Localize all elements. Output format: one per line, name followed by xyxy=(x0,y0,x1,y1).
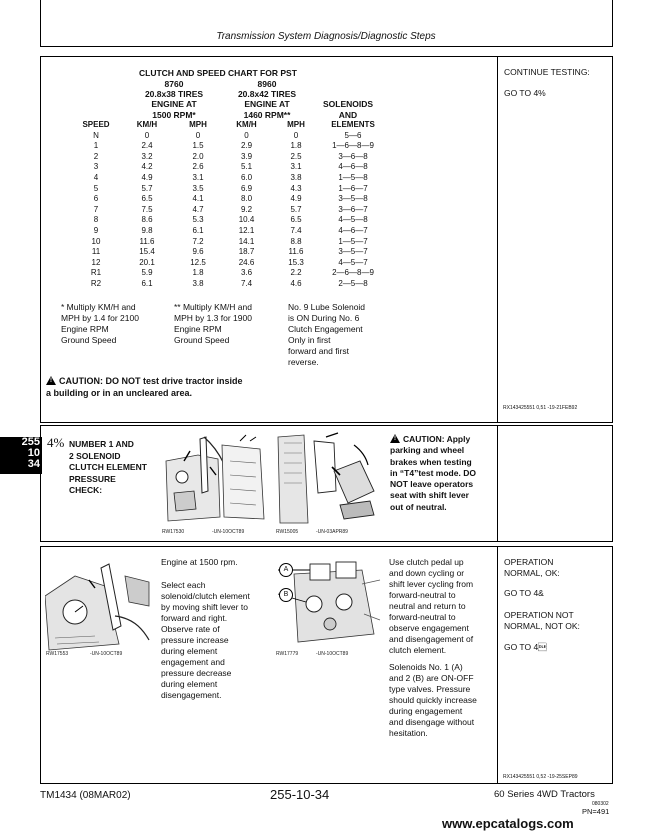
procedure-reference: RX143425551 0,52 -19-25SEP89 xyxy=(503,774,578,780)
table-cell: 3.6 xyxy=(240,268,253,278)
chart-note-3 xyxy=(288,302,398,368)
table-cell: 4—5—8 xyxy=(338,215,368,225)
step-number: 4% xyxy=(47,435,65,450)
note3-line: reverse. xyxy=(288,357,319,367)
table-cell: 3.1 xyxy=(290,162,302,172)
step-title-line: PRESSURE xyxy=(69,473,116,484)
table-cell: 2—6—8—9 xyxy=(332,268,374,278)
table-cell: 7.5 xyxy=(141,204,153,214)
chart-solenoids-head2: AND xyxy=(338,110,358,120)
table-cell: 6.5 xyxy=(290,215,302,225)
footer-page-number: 255-10-34 xyxy=(270,787,330,802)
table-cell: 6.5 xyxy=(141,194,153,204)
table-row xyxy=(74,215,387,226)
procedure-line: disengagement. xyxy=(161,690,222,700)
page-tab xyxy=(0,437,42,474)
chart-engine-a1: ENGINE AT xyxy=(151,99,197,109)
note3-line: Clutch Engagement xyxy=(288,324,363,334)
caution-line: parking and wheel xyxy=(390,445,465,456)
table-cell: N xyxy=(93,130,99,140)
chart-engine-a2: 1500 RPM* xyxy=(152,110,196,120)
table-cell: 3.9 xyxy=(240,151,253,161)
table-cell: 12.5 xyxy=(190,257,206,267)
table-cell: 6.9 xyxy=(240,183,253,193)
table-row xyxy=(74,184,387,195)
table-cell: 0 xyxy=(195,130,201,140)
table-cell: 0 xyxy=(144,130,150,140)
table-row xyxy=(74,268,387,279)
table-cell: 4.3 xyxy=(290,183,302,193)
tab-line: 255 xyxy=(21,436,40,448)
footer-product: 60 Series 4WD Tractors xyxy=(494,789,595,800)
caution-line: in “T4”test mode. DO xyxy=(390,467,476,478)
chart-note-1 xyxy=(61,302,171,346)
col-kmh-b-header: KM/H xyxy=(236,120,257,129)
table-cell: 8.8 xyxy=(290,236,302,246)
table-cell: 5 xyxy=(93,183,99,193)
table-cell: 18.7 xyxy=(238,247,255,257)
figure-4-caption-a: RW17779 xyxy=(276,651,299,657)
table-cell: 5.9 xyxy=(141,268,153,278)
chart-tires-a: 20.8x38 TIRES xyxy=(144,89,204,99)
chart-reference: RX143425551 0,51 -19-21FEB92 xyxy=(503,405,578,411)
footer-pn: PN=491 xyxy=(582,807,610,816)
pressure-gauge-figure xyxy=(45,556,153,652)
callout-a-label: A xyxy=(283,566,289,573)
table-cell: 2 xyxy=(93,151,99,161)
procedure-line: Select each xyxy=(161,580,206,590)
procedure-line: and disengage without xyxy=(389,717,475,727)
col-mph-a-header: MPH xyxy=(189,120,207,129)
operation-not-normal-label xyxy=(504,610,580,632)
table-row xyxy=(74,141,387,152)
figure-2-caption-b: -UN-03APR89 xyxy=(316,529,348,535)
table-cell: R1 xyxy=(90,268,102,278)
table-cell: 10 xyxy=(91,236,101,246)
procedure-line: pressure decrease xyxy=(161,668,232,678)
figure-1-caption-a: RW17530 xyxy=(162,529,185,535)
table-cell: 4.6 xyxy=(290,278,302,288)
callout-b-label: B xyxy=(283,591,289,598)
procedure-section-divider xyxy=(497,546,498,783)
procedure-line: during element xyxy=(161,646,218,656)
chart-section-divider xyxy=(497,56,498,422)
note3-line: No. 9 Lube Solenoid xyxy=(288,302,366,312)
table-cell: 4.7 xyxy=(192,204,204,214)
note2-line: Engine RPM xyxy=(174,324,222,334)
table-cell: 0 xyxy=(293,130,299,140)
col-elements-header: ELEMENTS xyxy=(331,120,375,129)
figure-3-caption-a: RW17553 xyxy=(46,651,69,657)
table-cell: 11.6 xyxy=(139,236,155,246)
table-cell: 1 xyxy=(93,141,99,151)
step-section-divider xyxy=(497,425,498,541)
chart-engine-b2: 1460 RPM** xyxy=(243,110,291,120)
table-cell: 4—6—8 xyxy=(338,162,368,172)
caution-test-drive xyxy=(46,376,243,399)
table-cell: 15.4 xyxy=(139,247,155,257)
procedure-line: forward-neutral to xyxy=(389,590,456,600)
table-cell: 4—5—7 xyxy=(338,257,368,267)
table-cell: 5.7 xyxy=(141,183,153,193)
chart-tires-b: 20.8x42 TIRES xyxy=(237,89,297,99)
note3-line: is ON During No. 6 xyxy=(288,313,360,323)
procedure-line: forward-neutral to xyxy=(389,612,456,622)
table-cell: 8.6 xyxy=(141,215,153,225)
table-cell: 3.2 xyxy=(141,151,153,161)
table-cell: 2.2 xyxy=(290,268,302,278)
note1-line: Ground Speed xyxy=(61,335,117,345)
note1-line: * Multiply KM/H and xyxy=(61,302,136,312)
table-cell: 7.4 xyxy=(240,278,253,288)
table-row xyxy=(74,258,387,269)
tab-line: 10 xyxy=(27,447,40,459)
procedure-line: clutch element. xyxy=(389,645,447,655)
col-kmh-a-header: KM/H xyxy=(136,120,158,129)
table-cell: 4.9 xyxy=(290,194,302,204)
procedure-line: and 2 (B) are ON-OFF xyxy=(389,673,474,683)
page-header-title: Transmission System Diagnosis/Diagnostic Steps xyxy=(216,31,436,42)
brake-pedal-figure xyxy=(274,431,384,527)
table-cell: 8 xyxy=(93,215,99,225)
table-cell: 12.1 xyxy=(238,225,255,235)
watermark[interactable]: www.epcatalogs.com xyxy=(442,816,574,831)
table-cell: 1—5—7 xyxy=(338,236,368,246)
shift-lever-figure xyxy=(160,431,270,527)
procedure-line: forward and right. xyxy=(161,613,228,623)
operation-normal-line: OPERATION xyxy=(504,557,554,567)
table-cell: 10.4 xyxy=(238,215,255,225)
table-row xyxy=(74,226,387,237)
table-cell: 4 xyxy=(93,172,99,182)
procedure-text-4 xyxy=(389,662,497,739)
col-speed-header: SPEED xyxy=(82,120,110,129)
caution-parking-brakes xyxy=(390,434,495,513)
figure-2-caption-a: RW15005 xyxy=(276,529,299,535)
caution-line: seat with shift lever xyxy=(390,490,469,501)
caution-line: CAUTION: DO NOT test drive tractor inside xyxy=(59,376,243,386)
table-cell: 3 xyxy=(93,162,99,172)
table-cell: 4.9 xyxy=(141,172,153,182)
table-cell: 15.3 xyxy=(288,257,304,267)
table-cell: 6.1 xyxy=(141,278,153,288)
table-cell: 1—6—7 xyxy=(338,183,368,193)
table-cell: 7 xyxy=(93,204,99,214)
procedure-line: by moving shift lever to xyxy=(161,602,248,612)
table-cell: R2 xyxy=(90,278,102,288)
table-cell: 9.6 xyxy=(192,247,204,257)
go-to-step-link[interactable]: GO TO 4% xyxy=(504,88,546,98)
procedure-line: solenoid/clutch element xyxy=(161,591,250,601)
table-row xyxy=(74,247,387,258)
tab-line: 34 xyxy=(27,458,40,470)
table-cell: 3—5—8 xyxy=(338,194,368,204)
procedure-text-3 xyxy=(389,557,497,656)
table-cell: 1—6—8—9 xyxy=(332,141,374,151)
procedure-text-1 xyxy=(161,557,271,568)
table-cell: 6.1 xyxy=(192,225,204,235)
procedure-line: and disengagement of xyxy=(389,634,474,644)
operation-not-normal-line: NORMAL, NOT OK: xyxy=(504,621,580,631)
note2-line: MPH by 1.3 for 1900 xyxy=(174,313,252,323)
procedure-line: during element xyxy=(161,679,218,689)
col-mph-b-header: MPH xyxy=(287,120,305,129)
warning-icon: ! xyxy=(46,376,56,385)
table-cell: 12 xyxy=(91,257,101,267)
footer-code: 080302 xyxy=(592,801,609,807)
clutch-speed-table xyxy=(74,120,387,290)
table-cell: 5.7 xyxy=(290,204,302,214)
procedure-line: type valves. Pressure xyxy=(389,684,471,694)
table-row xyxy=(74,131,387,142)
procedure-line: engagement and xyxy=(161,657,225,667)
warning-icon: ! xyxy=(390,434,400,443)
note3-line: Only in first xyxy=(288,335,331,345)
caution-line: out of neutral. xyxy=(390,501,447,512)
table-cell: 5.1 xyxy=(240,162,253,172)
procedure-line: hesitation. xyxy=(389,728,428,738)
figure-1-caption-b: -UN-10OCT89 xyxy=(212,529,245,535)
step-title xyxy=(69,439,147,497)
figure-3-caption-b: -UN-10OCT89 xyxy=(90,651,123,657)
table-cell: 3.8 xyxy=(192,278,204,288)
table-cell: 6 xyxy=(93,194,99,204)
callout-a xyxy=(279,563,293,577)
table-cell: 24.6 xyxy=(238,257,255,267)
table-cell: 20.1 xyxy=(139,257,155,267)
table-cell: 6.0 xyxy=(240,172,253,182)
table-row xyxy=(74,162,387,173)
table-cell: 9.8 xyxy=(141,225,153,235)
operation-normal-line: NORMAL, OK: xyxy=(504,568,560,578)
table-cell: 5.3 xyxy=(192,215,204,225)
caution-line: CAUTION: Apply xyxy=(403,434,471,444)
procedure-line: Engine at 1500 rpm. xyxy=(161,557,238,567)
procedure-line: during engagement xyxy=(389,706,463,716)
procedure-line: neutral and return to xyxy=(389,601,466,611)
table-cell: 2.6 xyxy=(192,162,204,172)
table-cell: 1.8 xyxy=(192,268,204,278)
operation-not-normal-line: OPERATION NOT xyxy=(504,610,574,620)
table-cell: 7.4 xyxy=(290,225,302,235)
table-row xyxy=(74,173,387,184)
pressure-gauge-illustration xyxy=(45,556,153,652)
shift-lever-illustration xyxy=(160,431,270,527)
table-row xyxy=(74,194,387,205)
table-cell: 5—6 xyxy=(344,130,362,140)
table-cell: 3.1 xyxy=(192,172,204,182)
table-cell: 2.4 xyxy=(141,141,153,151)
table-cell: 11.6 xyxy=(288,247,304,257)
table-row xyxy=(74,279,387,290)
procedure-line: should quickly increase xyxy=(389,695,477,705)
table-cell: 1.8 xyxy=(290,141,302,151)
procedure-line: pressure increase xyxy=(161,635,229,645)
go-to-not-normal-link[interactable]: GO TO 4 xyxy=(504,642,547,652)
chart-note-2 xyxy=(174,302,284,346)
step-title-line: NUMBER 1 AND xyxy=(69,439,134,449)
table-cell: 8.0 xyxy=(240,194,253,204)
caution-line: a building or in an uncleared area. xyxy=(46,387,193,398)
table-cell: 4—6—7 xyxy=(338,225,368,235)
caution-line: NOT leave operators xyxy=(390,479,474,490)
table-cell: 2.5 xyxy=(290,151,302,161)
header-underline xyxy=(40,46,613,47)
table-cell: 2—5—8 xyxy=(338,278,368,288)
chart-engine-b1: ENGINE AT xyxy=(244,99,290,109)
chart-model-b: 8960 xyxy=(257,79,277,89)
continue-testing-label: CONTINUE TESTING: xyxy=(504,67,590,77)
step-title-line: CHECK: xyxy=(69,485,103,495)
step-title-line: 2 SOLENOID xyxy=(69,450,121,461)
step-title-line: CLUTCH ELEMENT xyxy=(69,462,147,472)
note2-line: Ground Speed xyxy=(174,335,230,345)
table-cell: 11 xyxy=(91,247,101,257)
chart-model-a: 8760 xyxy=(164,79,184,89)
procedure-line: and down cycling or xyxy=(389,568,465,578)
table-cell: 3—6—8 xyxy=(338,151,368,161)
go-to-normal-link[interactable]: GO TO 4& xyxy=(504,588,544,598)
note2-line: ** Multiply KM/H and xyxy=(174,302,252,312)
brake-pedal-illustration xyxy=(274,431,384,527)
table-cell: 7.2 xyxy=(192,236,204,246)
operation-normal-label xyxy=(504,557,560,579)
table-row xyxy=(74,205,387,216)
table-cell: 3.8 xyxy=(290,172,302,182)
table-cell: 4.1 xyxy=(192,194,204,204)
table-cell: 3—5—7 xyxy=(338,247,368,257)
note1-line: Engine RPM xyxy=(61,324,109,334)
table-cell: 14.1 xyxy=(238,236,255,246)
table-cell: 0 xyxy=(244,130,249,140)
figure-4-caption-b: -UN-10OCT89 xyxy=(316,651,349,657)
table-row xyxy=(74,237,387,248)
table-cell: 2.0 xyxy=(192,151,204,161)
procedure-line: observe engagement xyxy=(389,623,469,633)
procedure-line: Observe rate of xyxy=(161,624,220,634)
table-row xyxy=(74,152,387,163)
chart-solenoids-head1: SOLENOIDS xyxy=(322,99,374,109)
procedure-text-2 xyxy=(161,580,273,701)
table-cell: 4.2 xyxy=(141,162,153,172)
procedure-line: Use clutch pedal up xyxy=(389,557,464,567)
table-cell: 3.5 xyxy=(192,183,204,193)
callout-b xyxy=(279,588,293,602)
table-cell: 3—6—7 xyxy=(338,204,368,214)
table-cell: 9 xyxy=(93,225,99,235)
table-cell: 9.2 xyxy=(240,204,253,214)
footer-manual-id: TM1434 (08MAR02) xyxy=(40,790,131,801)
note3-line: forward and first xyxy=(288,346,349,356)
chart-title: CLUTCH AND SPEED CHART FOR PST xyxy=(139,68,297,78)
caution-line: brakes when testing xyxy=(390,456,472,467)
table-cell: 2.9 xyxy=(240,141,253,151)
procedure-line: shift lever cycling from xyxy=(389,579,474,589)
table-cell: 1—5—8 xyxy=(338,172,368,182)
note1-line: MPH by 1.4 for 2100 xyxy=(61,313,139,323)
table-cell: 1.5 xyxy=(192,141,204,151)
procedure-line: Solenoids No. 1 (A) xyxy=(389,662,463,672)
